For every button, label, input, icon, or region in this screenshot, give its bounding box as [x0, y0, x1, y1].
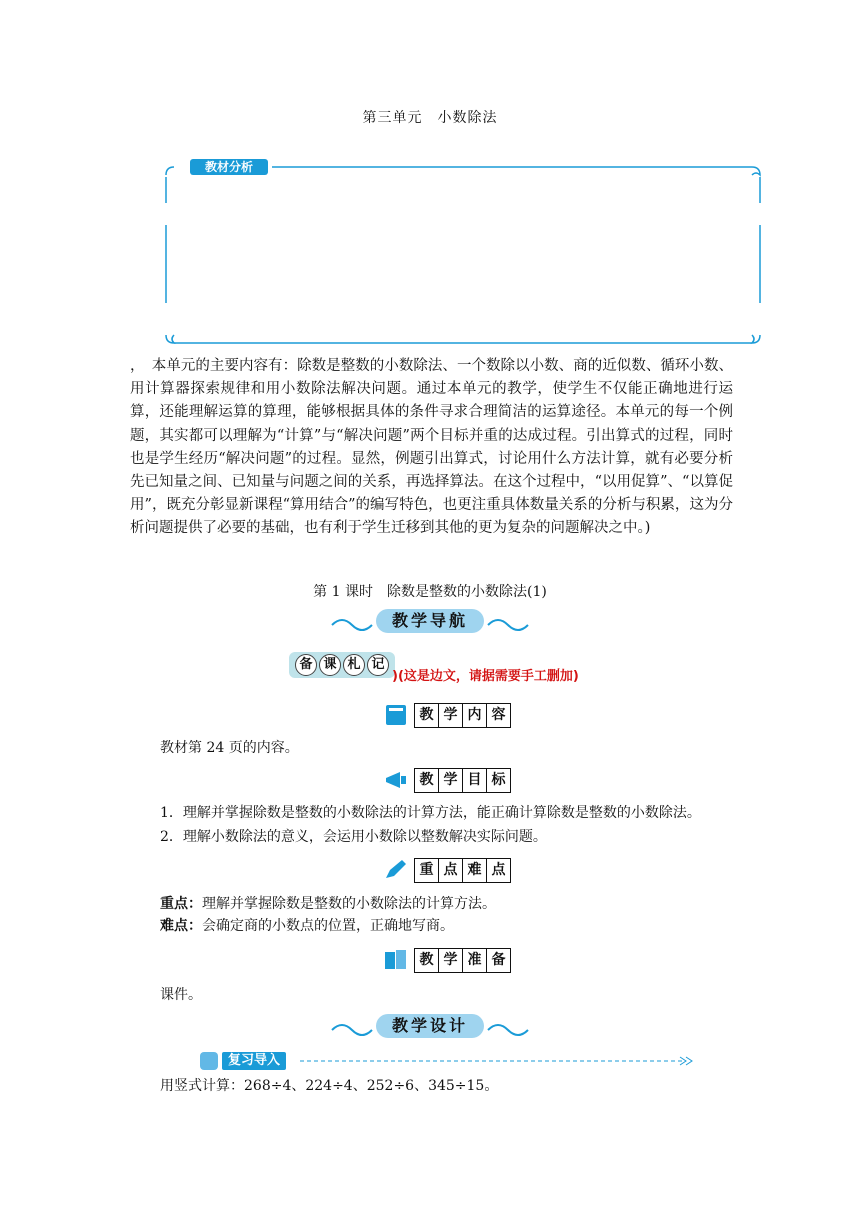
section-prep-header: [382, 946, 511, 974]
section-content-header: [382, 701, 511, 729]
header-char: 容: [491, 706, 506, 723]
header-char: 学: [439, 704, 463, 727]
header-char: 学: [439, 949, 463, 972]
unit-title: 第三单元 小数除法: [362, 110, 498, 126]
megaphone-icon: [382, 768, 410, 792]
goal-item: 1．理解并掌握除数是整数的小数除法的计算方法，能正确计算除数是整数的小数除法。: [160, 805, 701, 821]
header-char: 重: [415, 859, 439, 882]
header-char: 点: [491, 861, 506, 878]
analysis-frame: [162, 160, 764, 347]
header-char: 难: [463, 859, 487, 882]
beike-char: 札: [343, 654, 365, 676]
content-text: 教材第 24 页的内容。: [160, 740, 299, 756]
header-char: 教: [415, 769, 439, 792]
margin-note: )(这是边文，请据需要手工删加): [392, 669, 579, 684]
beike-char: 备: [295, 654, 317, 676]
header-char: 目: [463, 769, 487, 792]
review-label: 复习导入: [222, 1052, 286, 1070]
analysis-tab: 教材分析: [190, 159, 268, 175]
section-goals-header: [382, 766, 511, 794]
lesson-title: 第 1 课时 除数是整数的小数除法(1): [313, 584, 547, 600]
header-char: 点: [439, 859, 463, 882]
review-text: 用竖式计算：268÷4、224÷4、252÷6、345÷15。: [160, 1078, 499, 1094]
review-header: [200, 1049, 700, 1073]
books-icon: [382, 948, 410, 972]
hard-point: [160, 916, 454, 936]
header-char: 准: [463, 949, 487, 972]
header-char: 教: [415, 949, 439, 972]
prep-text: 课件。: [160, 987, 202, 1003]
beike-char: 记: [367, 654, 389, 676]
key-point: [160, 894, 496, 914]
section-keypoints-header: [382, 856, 511, 884]
goal-item: 2．理解小数除法的意义，会运用小数除以整数解决实际问题。: [160, 829, 547, 845]
key-text: 理解并掌握除数是整数的小数除法的计算方法。: [202, 896, 496, 912]
header-char: 备: [491, 951, 506, 968]
banner-teaching-nav: [330, 607, 530, 637]
banner-label: 教学导航: [376, 609, 484, 633]
hard-text: 会确定商的小数点的位置，正确地写商。: [202, 918, 454, 934]
pencil-icon: [382, 858, 410, 882]
hard-label: 难点：: [160, 918, 202, 934]
header-char: 学: [439, 769, 463, 792]
banner-label: 教学设计: [376, 1014, 484, 1038]
header-char: 内: [463, 704, 487, 727]
intro-paragraph: ， 本单元的主要内容有：除数是整数的小数除法、一个数除以小数、商的近似数、循环小数、用计算器探索规律和用小数除法解决问题。通过本单元的教学，使学生不仅能正确地进行运算，还能理解运算的算理，能够根据具体的条件寻求合理简洁的运算途径。本单元的每一个例题，其实都可以理解为“计算”与“解决问题”两个目标并重的达成过程。引出算式的过程，同时也是学生经历“解决问题”的过程。显然，例题引出算式，讨论用什么方法计算，就有必要分析先已知量之间、已知量与问题之间的关系，再选择算法。在这个过程中，“以用促算”、“以算促用”，既充分彰显新课程“算用结合”的编写特色，也更注重具体数量关系的分析与积累，这为分析问题提供了必要的基础，也有利于学生迁移到其他的更为复杂的问题解决之中。): [130, 358, 733, 537]
header-char: 教: [415, 704, 439, 727]
key-label: 重点：: [160, 896, 202, 912]
book-icon: [382, 703, 410, 727]
beike-char: 课: [319, 654, 341, 676]
header-char: 标: [491, 771, 506, 788]
beike-badge: [289, 652, 395, 678]
banner-teaching-design: [330, 1012, 530, 1042]
